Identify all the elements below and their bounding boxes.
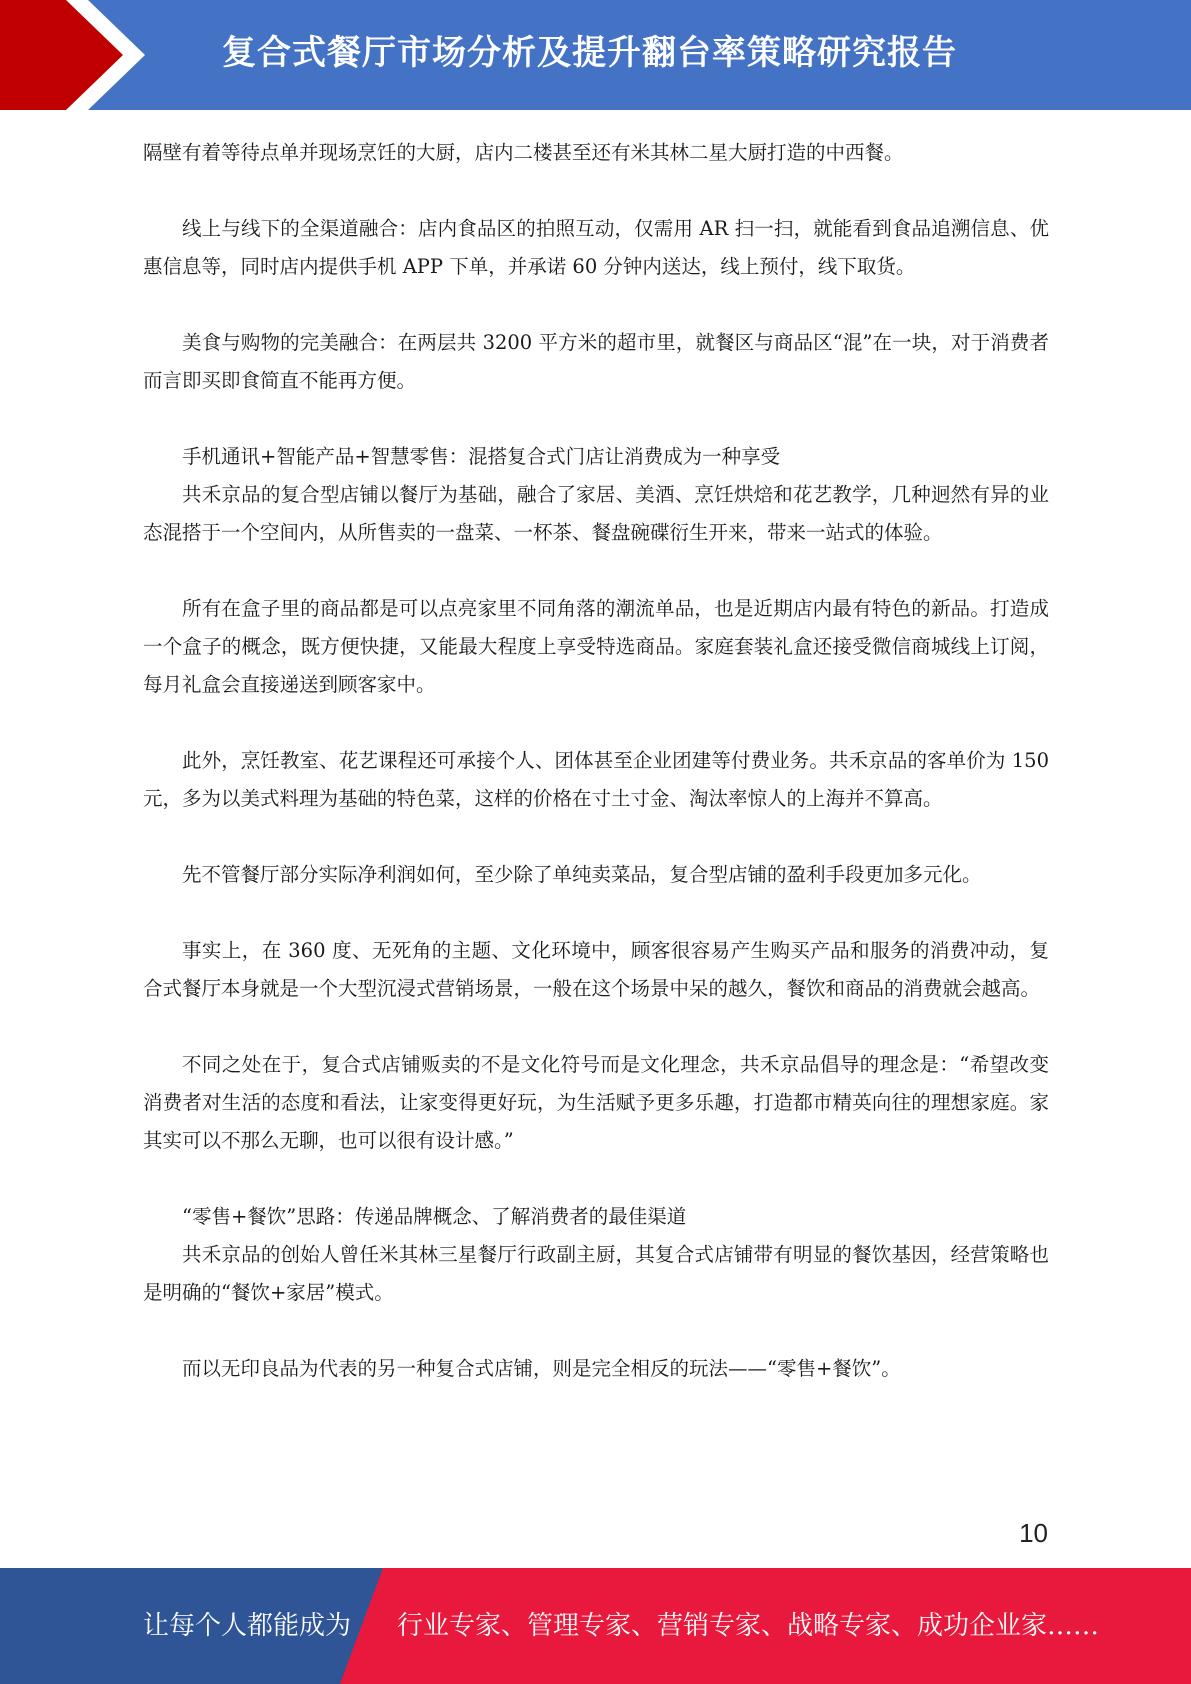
paragraph: 而以无印良品为代表的另一种复合式店铺，则是完全相反的玩法——“零售+餐饮”。	[182, 1357, 901, 1380]
paragraph: 此外，烹饪教室、花艺课程还可承接个人、团体甚至企业团建等付费业务。共禾京品的客单价为 150 元，多为以美式料理为基础的特色菜，这样的价格在寸土寸金、淘汰率惊人的上海并不算高。	[143, 749, 1049, 810]
paragraph: 线上与线下的全渠道融合：店内食品区的拍照互动，仅需用 AR 扫一扫，就能看到食品追溯信息、优惠信息等，同时店内提供手机 APP 下单，并承诺 60 分钟内送达，线上预付，线下取货。	[143, 217, 1049, 278]
section-heading: 手机通讯+智能产品+智慧零售：混搭复合式门店让消费成为一种享受	[182, 445, 781, 468]
footer-slogan-left: 让每个人都能成为	[143, 1611, 352, 1641]
paragraph: 隔壁有着等待点单并现场烹饪的大厨，店内二楼甚至还有米其林二星大厨打造的中西餐。	[143, 141, 904, 164]
footer-slogan-right: 行业专家、管理专家、营销专家、战略专家、成功企业家……	[397, 1611, 1100, 1641]
paragraph: 不同之处在于，复合式店铺贩卖的不是文化符号而是文化理念，共禾京品倡导的理念是：“希望改变消费者对生活的态度和看法，让家变得更好玩，为生活赋予更多乐趣，打造都市精英向往的理想家庭。家其实可以不那么无聊，也可以很有设计感。”	[143, 1053, 1049, 1152]
header-band	[0, 0, 1191, 110]
footer-band	[0, 1568, 1191, 1684]
chevron-arrow-icon	[0, 0, 150, 110]
paragraph: 共禾京品的创始人曾任米其林三星餐厅行政副主厨，其复合式店铺带有明显的餐饮基因，经营策略也是明确的“餐饮+家居”模式。	[143, 1243, 1049, 1304]
paragraph: 共禾京品的复合型店铺以餐厅为基础，融合了家居、美酒、烹饪烘焙和花艺教学，几种迥然有异的业态混搭于一个空间内，从所售卖的一盘菜、一杯茶、餐盘碗碟衍生开来，带来一站式的体验。	[143, 483, 1049, 544]
body-text	[143, 134, 1049, 1426]
paragraph: 先不管餐厅部分实际净利润如何，至少除了单纯卖菜品，复合型店铺的盈利手段更加多元化。	[182, 863, 982, 886]
page-number: 10	[1019, 1518, 1048, 1548]
paragraph: 事实上，在 360 度、无死角的主题、文化环境中，顾客很容易产生购买产品和服务的消费冲动，复合式餐厅本身就是一个大型沉浸式营销场景，一般在这个场景中呆的越久，餐饮和商品的消费就会越高。	[143, 939, 1049, 1000]
document-title: 复合式餐厅市场分析及提升翻台率策略研究报告	[222, 33, 957, 73]
section-heading: “零售+餐饮”思路：传递品牌概念、了解消费者的最佳渠道	[182, 1205, 687, 1228]
paragraph: 美食与购物的完美融合：在两层共 3200 平方米的超市里，就餐区与商品区“混”在一块，对于消费者而言即买即食简直不能再方便。	[143, 331, 1049, 392]
paragraph: 所有在盒子里的商品都是可以点亮家里不同角落的潮流单品，也是近期店内最有特色的新品。打造成一个盒子的概念，既方便快捷，又能最大程度上享受特选商品。家庭套装礼盒还接受微信商城线上订阅，每月礼盒会直接递送到顾客家中。	[143, 597, 1049, 696]
